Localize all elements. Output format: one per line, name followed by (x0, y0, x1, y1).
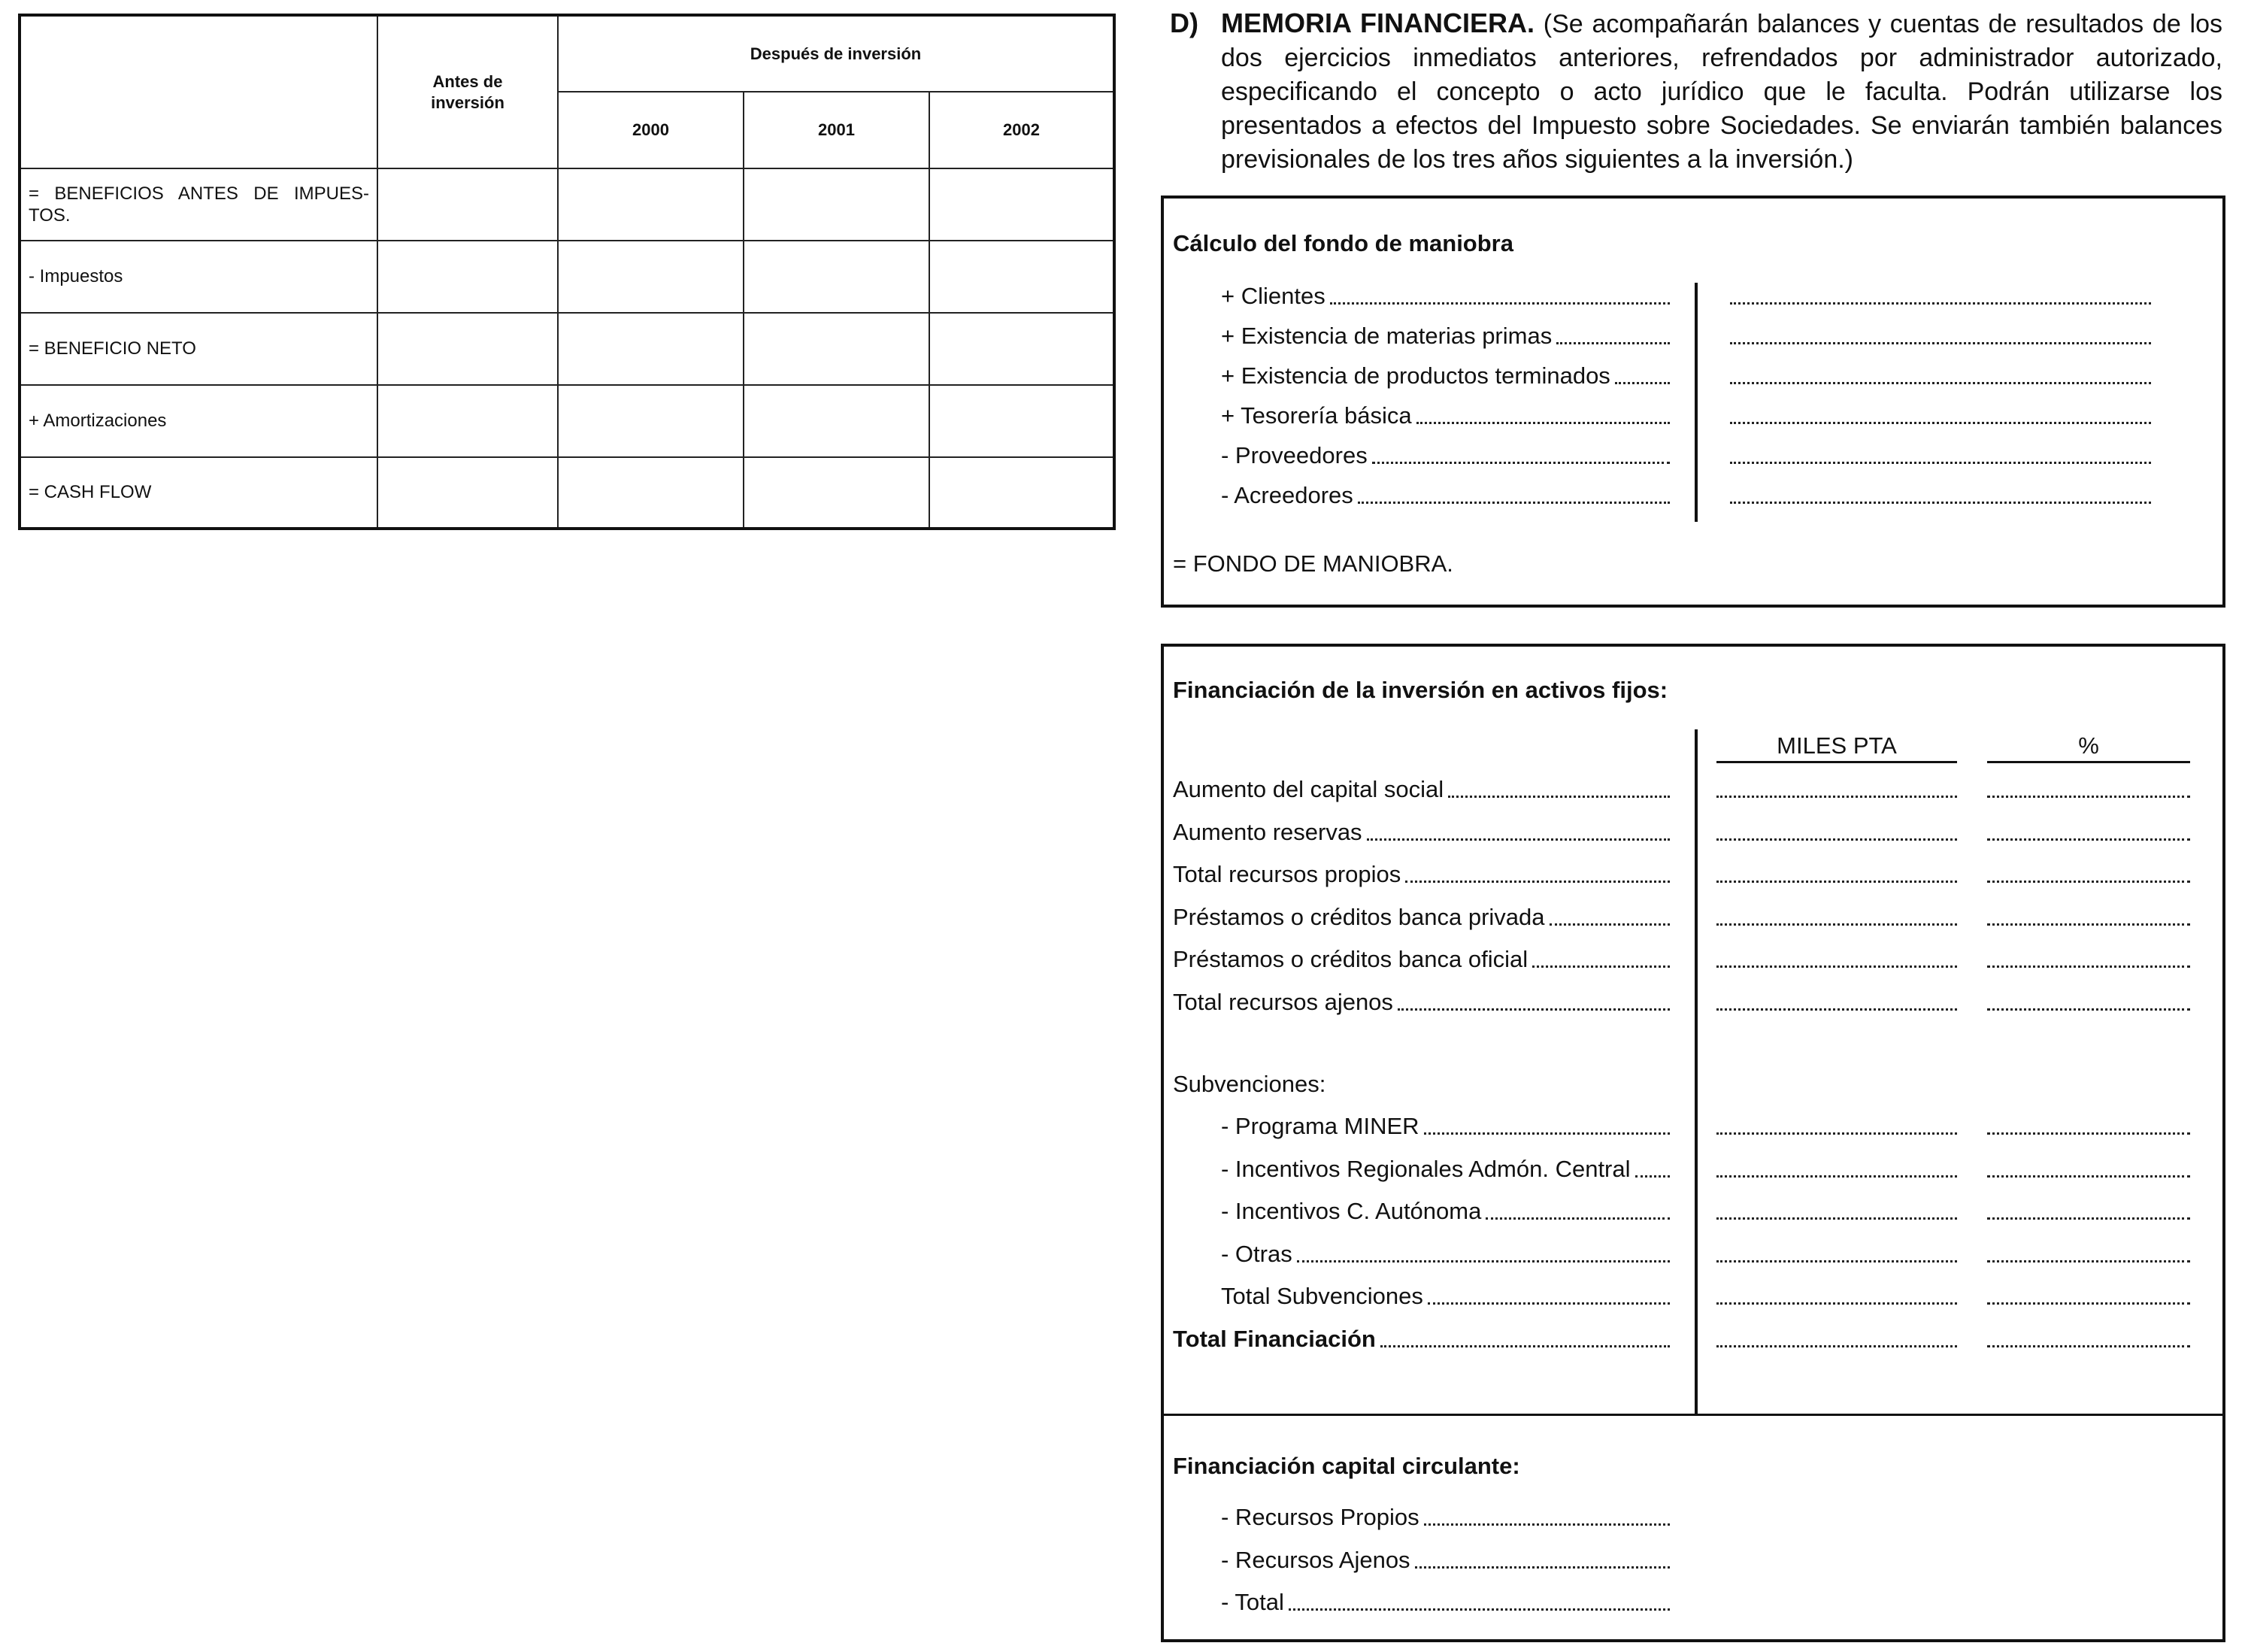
row-label: + Existencia de materias primas (1221, 323, 1553, 349)
dotted-leader (1289, 1608, 1670, 1611)
value-field-miles[interactable] (1730, 502, 2151, 504)
year-2002-header: 2002 (929, 92, 1114, 168)
activos-item-row (1173, 989, 1670, 1019)
value-field-percent[interactable] (1987, 1260, 2190, 1262)
dotted-leader (1330, 302, 1670, 305)
row-label: + Existencia de productos terminados (1221, 362, 1610, 389)
cell[interactable] (377, 313, 558, 385)
financiacion-box (1161, 644, 2225, 1642)
value-field-miles[interactable] (1716, 1132, 1957, 1135)
value-field-percent[interactable] (1987, 923, 2190, 926)
value-field-percent[interactable] (1987, 1217, 2190, 1220)
cell[interactable] (377, 241, 558, 313)
row-label: - Recursos Propios (1221, 1504, 1419, 1530)
table-row (20, 313, 1114, 385)
year-2000-header: 2000 (558, 92, 744, 168)
dotted-leader (1448, 796, 1670, 798)
cell[interactable] (744, 241, 929, 313)
row-label: Total recursos ajenos (1173, 988, 1393, 1015)
table-row (20, 241, 1114, 313)
row-label-beneficios-antes: = BENEFICIOS ANTES DE IMPUES-TOS. (20, 168, 377, 241)
value-field-percent[interactable] (1987, 1175, 2190, 1178)
row-label-impuestos: - Impuestos (20, 241, 377, 313)
table-row (20, 457, 1114, 529)
percent-header: % (1987, 732, 2190, 763)
value-field-miles[interactable] (1730, 422, 2151, 424)
row-label: Total Subvenciones (1221, 1283, 1423, 1309)
total-subvenciones-row (1221, 1283, 1670, 1313)
activos-item-row (1173, 904, 1670, 934)
fondo-maniobra-total: = FONDO DE MANIOBRA. (1173, 550, 1453, 577)
row-label: - Recursos Ajenos (1221, 1546, 1410, 1573)
cell[interactable] (744, 457, 929, 529)
value-field-miles[interactable] (1716, 1008, 1957, 1011)
cell[interactable] (558, 385, 744, 457)
value-field-percent[interactable] (1987, 838, 2190, 841)
subvencion-row (1221, 1198, 1670, 1228)
dotted-leader (1398, 1008, 1670, 1011)
dotted-leader (1405, 881, 1670, 883)
value-field-percent[interactable] (1987, 1345, 2190, 1347)
section-letter: D) (1170, 8, 1198, 38)
dotted-leader (1380, 1345, 1670, 1347)
value-field-percent[interactable] (1987, 1132, 2190, 1135)
cell[interactable] (929, 457, 1114, 529)
divider (1695, 283, 1698, 522)
fondo-item-row (1221, 323, 1670, 353)
value-field-miles[interactable] (1716, 965, 1957, 968)
value-field-miles[interactable] (1730, 342, 2151, 344)
value-field-miles[interactable] (1730, 462, 2151, 464)
value-field-percent[interactable] (1987, 881, 2190, 883)
fondo-item-row (1221, 283, 1670, 313)
dotted-leader (1428, 1302, 1670, 1305)
corner-cell (20, 15, 377, 168)
row-label: - Incentivos C. Autónoma (1221, 1198, 1482, 1224)
fondo-item-row (1221, 362, 1670, 393)
dotted-leader (1367, 838, 1670, 841)
cell[interactable] (377, 457, 558, 529)
row-label: Aumento reservas (1173, 818, 1362, 845)
value-field-miles[interactable] (1730, 302, 2151, 305)
subvencion-row (1221, 1241, 1670, 1271)
table-row (20, 385, 1114, 457)
value-field-percent[interactable] (1987, 1302, 2190, 1305)
dotted-leader (1424, 1523, 1670, 1526)
row-label: + Tesorería básica (1221, 402, 1412, 429)
subvencion-row (1221, 1156, 1670, 1186)
cell[interactable] (744, 385, 929, 457)
value-field-miles[interactable] (1716, 881, 1957, 883)
row-label: Préstamos o créditos banca oficial (1173, 946, 1528, 972)
value-field-miles[interactable] (1716, 1260, 1957, 1262)
miles-pta-header: MILES PTA (1716, 732, 1957, 763)
row-label: Préstamos o créditos banca privada (1173, 903, 1545, 930)
row-label: Aumento del capital social (1173, 776, 1444, 802)
year-2001-header: 2001 (744, 92, 929, 168)
circulante-row (1221, 1547, 1670, 1577)
dotted-leader (1372, 462, 1670, 464)
value-field-miles[interactable] (1716, 1217, 1957, 1220)
row-label: - Incentivos Regionales Admón. Central (1221, 1155, 1631, 1182)
cell[interactable] (744, 313, 929, 385)
cell[interactable] (929, 241, 1114, 313)
value-field-miles[interactable] (1716, 923, 1957, 926)
section-separator (1164, 1414, 2222, 1416)
row-label-beneficio-neto: = BENEFICIO NETO (20, 313, 377, 385)
row-label-cash-flow: = CASH FLOW (20, 457, 377, 529)
fondo-item-row (1221, 402, 1670, 432)
cell[interactable] (558, 457, 744, 529)
activos-item-row (1173, 946, 1670, 976)
dotted-leader (1635, 1175, 1670, 1178)
subvenciones-label-row (1173, 1071, 1699, 1101)
cell[interactable] (558, 241, 744, 313)
dotted-leader (1297, 1260, 1670, 1262)
subvencion-row (1221, 1113, 1670, 1143)
fondo-item-row (1221, 442, 1670, 472)
fondo-maniobra-title: Cálculo del fondo de maniobra (1173, 230, 1513, 256)
section-description: (Se acompañarán balances y cuentas de resultados de los dos ejercicios inmediatos anteriores, refrendados por administrador autorizado, especificando el concepto o acto jurídico que le faculta. Podrán utilizarse los presentados a efectos del Impuesto sobre Sociedades. Se enviarán también balances previsionales de los tres años siguientes a la inversión.) (1221, 10, 2222, 174)
cell[interactable] (377, 168, 558, 241)
cell[interactable] (558, 313, 744, 385)
total-financiacion-row (1173, 1326, 1670, 1356)
circulante-row (1221, 1504, 1670, 1534)
dotted-leader (1615, 382, 1670, 384)
row-label: Total recursos propios (1173, 861, 1401, 887)
dotted-leader (1358, 502, 1670, 504)
cell[interactable] (558, 168, 744, 241)
cell[interactable] (929, 385, 1114, 457)
value-field-percent[interactable] (1987, 1008, 2190, 1011)
dotted-leader (1424, 1132, 1670, 1135)
row-label: Total Financiación (1173, 1326, 1376, 1352)
activos-item-row (1173, 776, 1670, 806)
row-label-amortizaciones: + Amortizaciones (20, 385, 377, 457)
value-field-percent[interactable] (1987, 965, 2190, 968)
row-label: - Proveedores (1221, 442, 1368, 468)
cell[interactable] (929, 168, 1114, 241)
value-field-miles[interactable] (1716, 1302, 1957, 1305)
dotted-leader (1416, 422, 1670, 424)
activos-item-row (1173, 861, 1670, 891)
cell[interactable] (929, 313, 1114, 385)
section-title: MEMORIA FINANCIERA. (1221, 8, 1535, 38)
value-field-miles[interactable] (1716, 1175, 1957, 1178)
cell[interactable] (377, 385, 558, 457)
row-label: - Acreedores (1221, 482, 1353, 508)
dotted-leader (1486, 1217, 1670, 1220)
circulante-row (1221, 1589, 1670, 1619)
antes-header: Antes de inversión (377, 15, 558, 168)
row-label: - Programa MINER (1221, 1113, 1419, 1139)
circulante-title: Financiación capital circulante: (1173, 1453, 1520, 1479)
dotted-leader (1550, 923, 1670, 926)
row-label: - Otras (1221, 1240, 1292, 1267)
activos-fijos-title: Financiación de la inversión en activos fijos: (1173, 677, 1668, 703)
value-field-miles[interactable] (1716, 796, 1957, 798)
despues-header: Después de inversión (558, 15, 1114, 92)
value-field-miles[interactable] (1716, 838, 1957, 841)
cash-flow-table (18, 14, 1116, 530)
dotted-leader (1532, 965, 1670, 968)
dotted-leader (1415, 1566, 1670, 1569)
dotted-leader (1556, 342, 1670, 344)
fondo-maniobra-box (1161, 196, 2225, 608)
row-label: + Clientes (1221, 283, 1326, 309)
row-label: - Total (1221, 1589, 1284, 1615)
value-field-percent[interactable] (1987, 796, 2190, 798)
table-row (20, 168, 1114, 241)
value-field-miles[interactable] (1716, 1345, 1957, 1347)
activos-item-row (1173, 819, 1670, 849)
value-field-miles[interactable] (1730, 382, 2151, 384)
subvenciones-label: Subvenciones: (1173, 1071, 1326, 1097)
memoria-heading (1170, 6, 2222, 177)
cell[interactable] (744, 168, 929, 241)
fondo-item-row (1221, 482, 1670, 512)
